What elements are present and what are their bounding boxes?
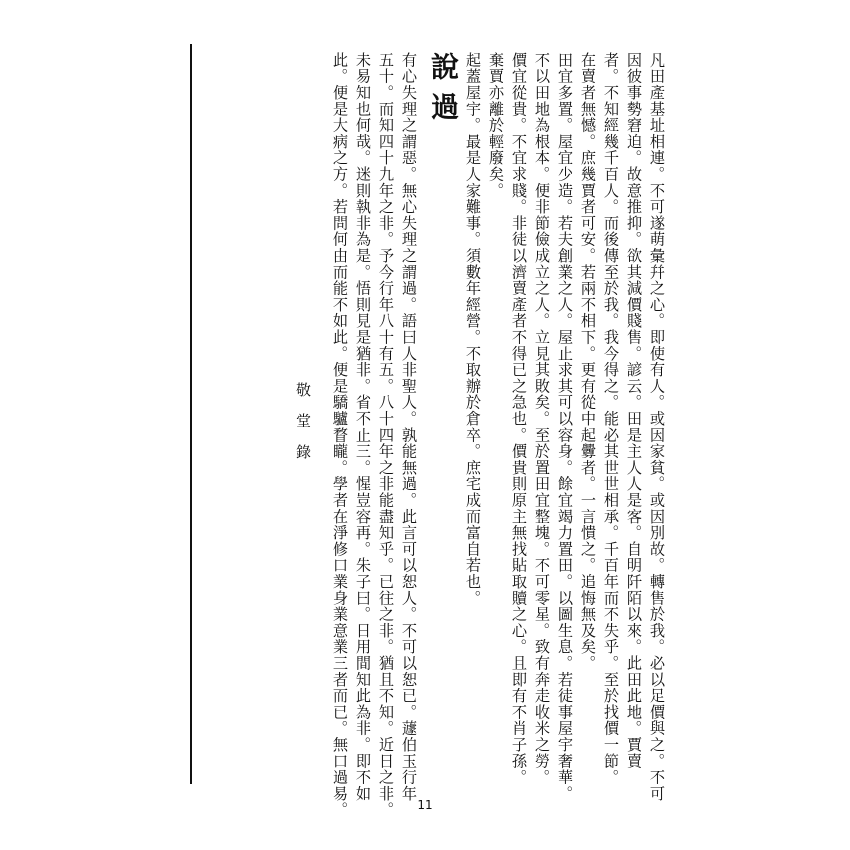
text-column: 有心失理之謂惡。無心失理之謂過。語曰人非聖人。孰能無過。此言可以恕人。不可以恕已。蘧伯玉行年	[400, 52, 418, 802]
text-column: 此。便是大病之方。若問何由而能不如此。便是驕驢瞀矓。學者在淨修口業身業意業三者而已。無口過易。	[331, 52, 349, 819]
text-column: 因彼事勢窘迫。故意推抑。欲其減價賤售。諺云。田是主人人是客。自明阡陌以來。此田此地。賈賣	[625, 52, 643, 770]
page-number: 11	[417, 798, 433, 812]
text-column: 棄賈亦離於輕廢矣。	[487, 52, 505, 199]
text-column: 者。不知經幾千百人。而後傳至於我。我今得之。能必其世世相承。千百年而不失乎。至於找價一節。	[602, 52, 620, 786]
author-attribution: 敬堂錄	[294, 382, 312, 475]
text-column: 不以田地為根本。便非節儉成立之人。立見其敗矣。至於置田宜整塊。不可零星。致有奔走收米之勞。	[533, 52, 551, 786]
text-column: 五十。而知四十九年之非。予今行年八十有五。八十四年之非能盡知乎。已往之非。猶且不知。近日之非。	[377, 52, 395, 819]
text-column: 價宜從貴。不宜求賤。非徒以濟賣產者不得已之急也。價貴則原主無找貼取贖之心。且即有不肖子孫。	[510, 52, 528, 786]
text-column: 在賣者無憾。庶幾賈者可安。若兩不相下。更有從中起釁者。一言憒之。追悔無及矣。	[579, 52, 597, 672]
text-column: 凡田產基址相連。不可遂萌彙幷之心。即使有人。或因家貧。或因別故。轉售於我。必以足價與之。不可	[648, 52, 666, 802]
text-column: 未易知也何哉。迷則執非為是。悟則見是猶非。省不止三。惺豈容再。朱子曰。日用間知此為非。即不如	[354, 52, 372, 802]
text-column: 田宜多置。屋宜少造。若夫創業之人。屋止求其可以容身。餘宜竭力置田。以圖生息。若徒事屋宇奢華。	[556, 52, 574, 802]
text-column: 起蓋屋宇。最是人家難事。須數年經營。不取辦於倉卒。庶宅成而富自若也。	[464, 52, 482, 607]
document-title: 說過	[427, 52, 460, 132]
